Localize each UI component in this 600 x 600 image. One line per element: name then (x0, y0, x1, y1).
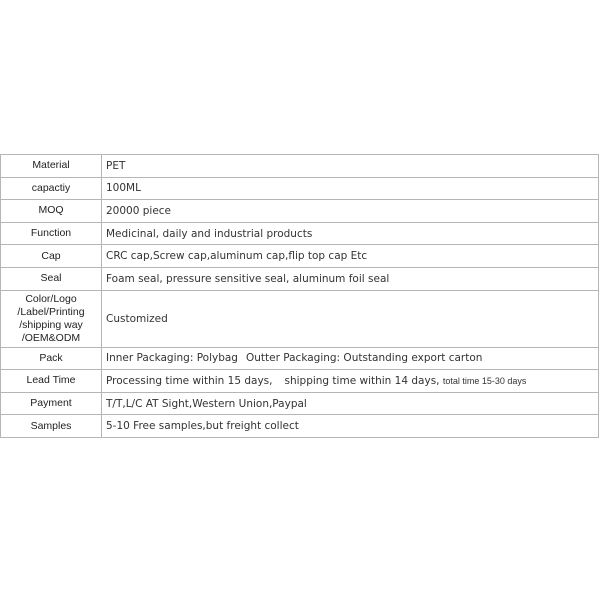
shipping-time-text: shipping time within 14 days, (284, 374, 440, 387)
row-value: CRC cap,Screw cap,aluminum cap,flip top cap Etc (102, 245, 599, 268)
table-row (1, 290, 599, 347)
row-label-line: /shipping way (19, 318, 83, 331)
row-label: Material (1, 155, 102, 178)
row-label-line: Color/Logo (25, 292, 77, 305)
table-row (1, 347, 599, 370)
table-row (1, 177, 599, 200)
row-label-line: /Label/Printing (17, 305, 85, 318)
table-row (1, 370, 599, 393)
row-value: 100ML (102, 177, 599, 200)
row-label: MOQ (1, 200, 102, 223)
table-row (1, 200, 599, 223)
table-row (1, 222, 599, 245)
row-value: 5-10 Free samples,but freight collect (102, 415, 599, 438)
row-value (102, 347, 599, 370)
row-label: Seal (1, 267, 102, 290)
table-row (1, 415, 599, 438)
row-value: 20000 piece (102, 200, 599, 223)
row-label: Pack (1, 347, 102, 370)
table-row (1, 267, 599, 290)
row-value: Medicinal, daily and industrial products (102, 222, 599, 245)
row-value: Foam seal, pressure sensitive seal, aluminum foil seal (102, 267, 599, 290)
row-value: PET (102, 155, 599, 178)
row-value: Customized (102, 290, 599, 347)
table-row (1, 155, 599, 178)
row-value (102, 370, 599, 393)
processing-time-text: Processing time within 15 days, (106, 374, 273, 387)
row-label (1, 290, 102, 347)
row-label-line: /OEM&ODM (21, 331, 81, 344)
inner-packaging-text: Inner Packaging: Polybag (106, 352, 238, 365)
row-value: T/T,L/C AT Sight,Western Union,Paypal (102, 392, 599, 415)
row-label: Payment (1, 392, 102, 415)
product-spec-table (0, 154, 599, 438)
row-label: Function (1, 222, 102, 245)
table-row (1, 245, 599, 268)
total-time-text: total time 15-30 days (442, 375, 527, 386)
row-label: Lead Time (1, 370, 102, 393)
outer-packaging-text: Outter Packaging: Outstanding export carton (245, 352, 483, 365)
row-label: Samples (1, 415, 102, 438)
row-label: Cap (1, 245, 102, 268)
table-row (1, 392, 599, 415)
row-label: capactiy (1, 177, 102, 200)
